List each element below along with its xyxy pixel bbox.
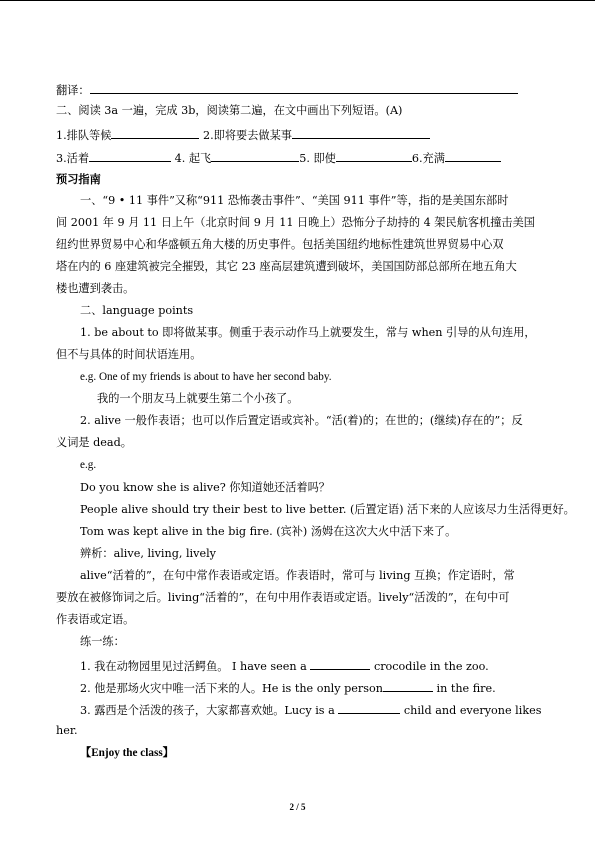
- example-3: People alive should try their best to live better. (后置定语) 活下来的人应该尽力生活得更好。: [80, 503, 575, 516]
- question-1-text: 1. 我在动物园里见过活鳄鱼。 I have seen a: [80, 660, 307, 673]
- translate-line: [56, 82, 542, 98]
- blank-3: [89, 150, 171, 162]
- top-border: [0, 0, 595, 1]
- blank-4: [211, 150, 299, 162]
- distinction-text-1: alive“活着的”，在句中常作表语或定语。作表语时，常可与 living 互换；作定语时，常: [80, 569, 515, 582]
- phrase-4: 4. 起飞: [174, 152, 212, 165]
- example-4: Tom was kept alive in the big fire. (宾补) 汤姆在这次大火中活下来了。: [80, 525, 457, 538]
- phrase-row-1: [56, 127, 542, 143]
- practice-title: 练一练：: [80, 635, 125, 648]
- phrase-1: 1.排队等候: [56, 129, 112, 142]
- instruction: 二、阅读 3a 一遍，完成 3b，阅读第二遍，在文中画出下列短语。(A): [56, 104, 403, 117]
- be-about-text-2: 但不与具体的时间状语连用。: [56, 348, 202, 361]
- alive-text-2: 义词是 dead。: [56, 436, 132, 449]
- phrase-row-2: [56, 150, 542, 166]
- phrase-6: 6.充满: [411, 152, 445, 165]
- question-1-blank: [310, 658, 370, 670]
- translate-label: 翻译：: [56, 84, 90, 97]
- be-about-text-1: 1. be about to 即将做某事。侧重于表示动作马上就要发生，常与 when 引导的从句连用，: [80, 326, 536, 339]
- question-3-blank: [338, 702, 400, 714]
- page-number: 2 / 5: [289, 802, 306, 812]
- practice-question-1: [80, 658, 566, 674]
- enjoy-the-class-heading: 【Enjoy the class】: [80, 747, 174, 759]
- question-2-blank: [383, 680, 433, 692]
- phrase-5: 5. 即使: [299, 152, 336, 165]
- blank-6: [445, 150, 501, 162]
- language-points-title: 二、language points: [80, 304, 194, 317]
- question-3-end: child and everyone likes: [403, 704, 542, 717]
- background-text-4: 塔在内的 6 座建筑被完全摧毁，其它 23 座高层建筑遭到破坏，美国国防部总部所在地五角大: [56, 260, 517, 273]
- question-1-end: crocodile in the zoo.: [373, 660, 489, 673]
- question-3-text: 3. 露西是个活泼的孩子，大家都喜欢她。Lucy is a: [80, 704, 335, 717]
- alive-text-1: 2. alive 一般作表语；也可以作后置定语或宾补。“活(着)的；在世的；(继续)存在的”；反: [80, 414, 523, 427]
- question-2-text: 2. 他是那场火灾中唯一活下来的人。He is the only person: [80, 682, 383, 695]
- practice-question-3: [80, 702, 542, 718]
- blank-1: [111, 127, 199, 139]
- background-text-2: 间 2001 年 9 月 11 日上午（北京时间 9 月 11 日晚上）恐怖分子劫持的 4 架民航客机撞击美国: [56, 216, 535, 229]
- background-text-5: 楼也遭到袭击。: [56, 282, 135, 295]
- background-text-3: 纽约世界贸易中心和华盛顿五角大楼的历史事件。包括美国纽约地标性建筑世界贸易中心双: [56, 238, 504, 251]
- example-1-english: e.g. One of my friends is about to have her second baby.: [80, 371, 332, 383]
- example-1-chinese: 我的一个朋友马上就要生第二个小孩了。: [97, 392, 299, 405]
- distinction-title: 辨析：alive, living, lively: [80, 547, 216, 560]
- question-3-continued: her.: [56, 724, 78, 737]
- phrase-2: 2.即将要去做某事: [203, 129, 292, 142]
- distinction-text-2: 要放在被修饰词之后。living“活着的”，在句中用作表语或定语。lively“活泼的”，在句中可: [56, 591, 510, 604]
- practice-question-2: [80, 680, 566, 696]
- question-2-end: in the fire.: [436, 682, 496, 695]
- answer-blank: [90, 82, 518, 94]
- background-text-1: 一、“9 • 11 事件”又称“911 恐怖袭击事件”、“美国 911 事件”等，指的是美国东部时: [80, 194, 509, 207]
- distinction-text-3: 作表语或定语。: [56, 613, 135, 626]
- eg-label: e.g.: [80, 459, 97, 471]
- phrase-3: 3.活着: [56, 152, 90, 165]
- blank-2: [292, 127, 430, 139]
- example-2: Do you know she is alive? 你知道她还活着吗？: [80, 481, 330, 494]
- blank-5: [336, 150, 412, 162]
- section-title: 预习指南: [56, 172, 101, 186]
